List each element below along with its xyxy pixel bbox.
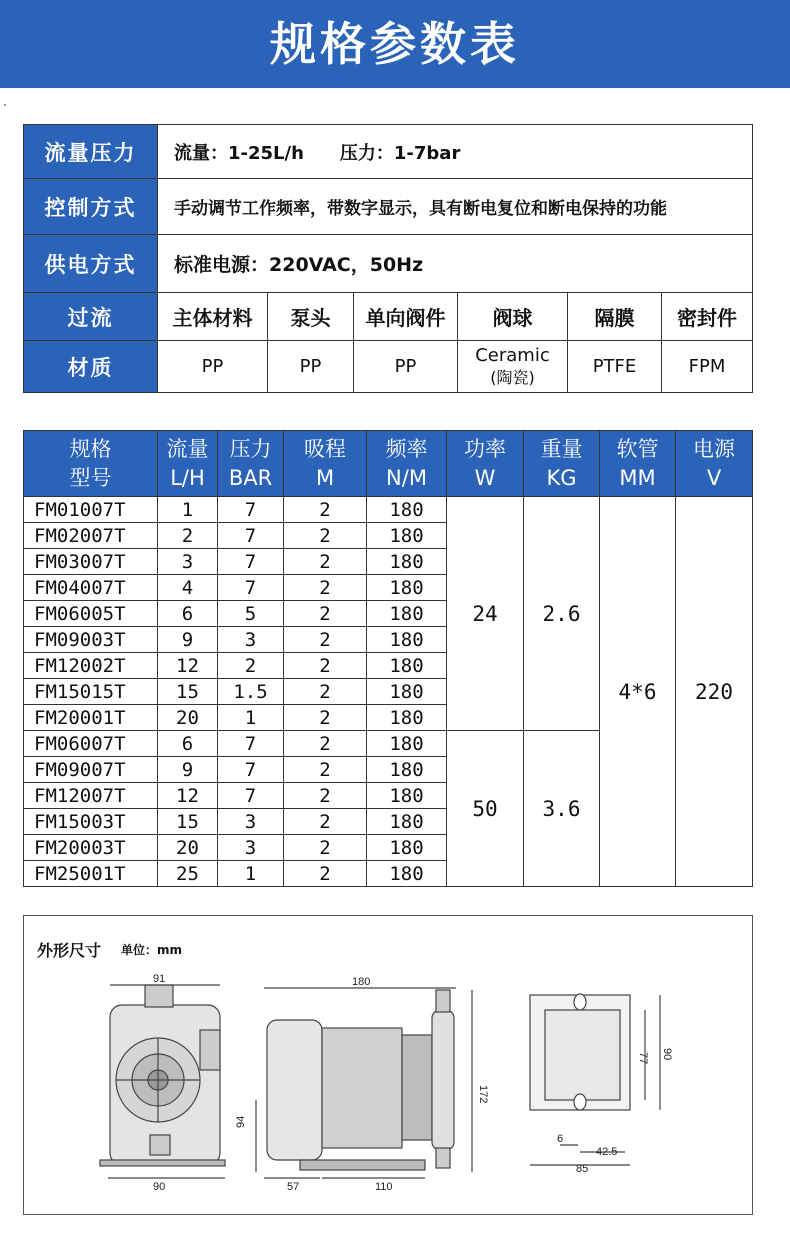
model-code: FM15015T: [24, 679, 158, 705]
col-header-model: 规格 型号: [24, 431, 158, 497]
model-code: FM12007T: [24, 783, 158, 809]
frequency-value: 180: [367, 861, 447, 887]
pressure-value: 5: [218, 601, 284, 627]
material-col-header: 隔膜: [568, 293, 662, 341]
col-header-frequency: 频率 N/M: [367, 431, 447, 497]
pressure-value: 1: [218, 705, 284, 731]
voltage-value: 220: [676, 497, 753, 887]
suction-value: 2: [284, 705, 367, 731]
col-header-suction: 吸程 M: [284, 431, 367, 497]
material-value: PTFE: [568, 341, 662, 393]
base-height-inner: 77: [637, 1052, 649, 1065]
frequency-value: 180: [367, 601, 447, 627]
front-width-top: 91: [153, 973, 166, 985]
spec-label: 供电方式: [24, 235, 158, 293]
frequency-value: 180: [367, 549, 447, 575]
spec-label: 控制方式: [24, 179, 158, 235]
pressure-value: 3: [218, 627, 284, 653]
spec-value: 标准电源：220VAC，50Hz: [158, 235, 753, 293]
hose-value: 4*6: [600, 497, 676, 887]
spec-label: 流量压力: [24, 125, 158, 179]
flow-value: 12: [158, 783, 218, 809]
material-value: FPM: [662, 341, 753, 393]
frequency-value: 180: [367, 809, 447, 835]
side-length: 180: [352, 976, 371, 988]
frequency-value: 180: [367, 679, 447, 705]
power-value: 24: [447, 497, 524, 731]
col-header-flow: 流量 L/H: [158, 431, 218, 497]
suction-value: 2: [284, 731, 367, 757]
side-view-drawing: [256, 988, 472, 1178]
suction-value: 2: [284, 757, 367, 783]
dimension-title: 外形尺寸: [37, 941, 102, 960]
flow-value: 6: [158, 601, 218, 627]
material-col-header: 主体材料: [158, 293, 268, 341]
suction-value: 2: [284, 861, 367, 887]
weight-value: 3.6: [524, 731, 600, 887]
pressure-value: 7: [218, 497, 284, 523]
material-header-label: 过流: [24, 293, 158, 341]
pressure-value: 7: [218, 731, 284, 757]
pressure-value: 7: [218, 757, 284, 783]
model-code: FM15003T: [24, 809, 158, 835]
side-foot-right: 110: [375, 1181, 393, 1193]
model-code: FM12002T: [24, 653, 158, 679]
flow-value: 12: [158, 653, 218, 679]
flow-value: 25: [158, 861, 218, 887]
model-code: FM04007T: [24, 575, 158, 601]
frequency-value: 180: [367, 731, 447, 757]
frequency-value: 180: [367, 783, 447, 809]
frequency-value: 180: [367, 757, 447, 783]
suction-value: 2: [284, 679, 367, 705]
side-height: 172: [477, 1085, 489, 1104]
pressure-value: 7: [218, 523, 284, 549]
model-code: FM02007T: [24, 523, 158, 549]
suction-value: 2: [284, 653, 367, 679]
pressure-value: 3: [218, 809, 284, 835]
frequency-value: 180: [367, 523, 447, 549]
material-col-header: 密封件: [662, 293, 753, 341]
pressure-range: 压力：1-7bar: [339, 142, 461, 164]
suction-value: 2: [284, 549, 367, 575]
base-height-outer: 90: [661, 1048, 673, 1061]
flow-value: 3: [158, 549, 218, 575]
base-offset: 42.5: [596, 1146, 618, 1158]
model-code: FM01007T: [24, 497, 158, 523]
flow-value: 9: [158, 757, 218, 783]
ceramic-note: (陶瓷): [490, 367, 535, 387]
suction-value: 2: [284, 497, 367, 523]
pressure-value: 7: [218, 783, 284, 809]
base-hole: 6: [557, 1133, 564, 1145]
material-value: PP: [268, 341, 354, 393]
flow-value: 6: [158, 731, 218, 757]
suction-value: 2: [284, 627, 367, 653]
page-title: 规格参数表: [270, 17, 520, 71]
material-label: 材质: [24, 341, 158, 393]
frequency-value: 180: [367, 575, 447, 601]
col-header-voltage: 电源 V: [676, 431, 753, 497]
model-code: FM25001T: [24, 861, 158, 887]
material-col-header: 单向阀件: [354, 293, 458, 341]
frequency-value: 180: [367, 497, 447, 523]
suction-value: 2: [284, 835, 367, 861]
pressure-value: 2: [218, 653, 284, 679]
col-header-power: 功率 W: [447, 431, 524, 497]
model-code: FM20001T: [24, 705, 158, 731]
flow-value: 20: [158, 835, 218, 861]
material-col-header: 阀球: [458, 293, 568, 341]
suction-value: 2: [284, 809, 367, 835]
pressure-value: 1: [218, 861, 284, 887]
base-width: 85: [576, 1163, 589, 1175]
front-width-bottom: 90: [153, 1181, 166, 1193]
model-code: FM06005T: [24, 601, 158, 627]
material-col-header: 泵头: [268, 293, 354, 341]
flow-value: 1: [158, 497, 218, 523]
flow-value: 2: [158, 523, 218, 549]
flow-value: 20: [158, 705, 218, 731]
weight-value: 2.6: [524, 497, 600, 731]
suction-value: 2: [284, 575, 367, 601]
frequency-value: 180: [367, 835, 447, 861]
ceramic-label: Ceramic: [475, 344, 550, 366]
col-header-pressure: 压力 BAR: [218, 431, 284, 497]
col-header-hose: 软管 MM: [600, 431, 676, 497]
side-foot-left: 57: [287, 1181, 300, 1193]
suction-value: 2: [284, 523, 367, 549]
suction-value: 2: [284, 601, 367, 627]
material-value: PP: [158, 341, 268, 393]
frequency-value: 180: [367, 653, 447, 679]
flow-value: 15: [158, 679, 218, 705]
model-code: FM20003T: [24, 835, 158, 861]
model-code: FM03007T: [24, 549, 158, 575]
pressure-value: 7: [218, 549, 284, 575]
pressure-value: 7: [218, 575, 284, 601]
base-view-drawing: [530, 994, 660, 1165]
side-shaft-height: 94: [235, 1115, 247, 1128]
flow-value: 15: [158, 809, 218, 835]
suction-value: 2: [284, 783, 367, 809]
frequency-value: 180: [367, 627, 447, 653]
model-code: FM09003T: [24, 627, 158, 653]
material-value: PP: [354, 341, 458, 393]
flow-value: 9: [158, 627, 218, 653]
pressure-value: 1.5: [218, 679, 284, 705]
front-view-drawing: [100, 985, 225, 1178]
flow-value: 4: [158, 575, 218, 601]
power-value: 50: [447, 731, 524, 887]
flow-range: 流量：1-25L/h: [174, 142, 304, 164]
frequency-value: 180: [367, 705, 447, 731]
spec-value: 手动调节工作频率，带数字显示，具有断电复位和断电保持的功能: [158, 179, 753, 235]
model-code: FM09007T: [24, 757, 158, 783]
pressure-value: 3: [218, 835, 284, 861]
col-header-weight: 重量 KG: [524, 431, 600, 497]
model-code: FM06007T: [24, 731, 158, 757]
dimension-unit: 单位：mm: [121, 943, 183, 957]
